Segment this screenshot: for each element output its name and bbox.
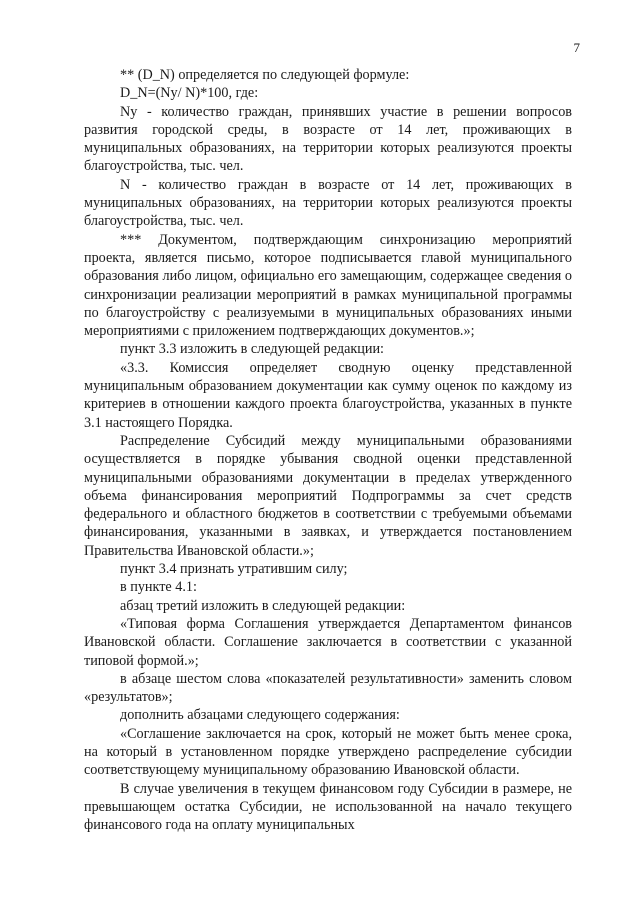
paragraph-clause-4-1: в пункте 4.1: <box>120 579 197 596</box>
paragraph-clause-3-3: «3.3. Комиссия определяет сводную оценку представленной муниципальным образованием документации как сумму оценок по каждому из критериев в отношении каждого проекта благоустройства, указанных в пункте 3.1 настоящего Порядка. <box>84 359 572 431</box>
paragraph-ny-definition: Ny - количество граждан, принявших участие в решении вопросов развития городской среды, в возрасте от 14 лет, проживающих в муниципальных образованиях, на территории которых реализуются проекты благоустройства, тыс. чел. <box>84 103 572 175</box>
paragraph-subsidy-distribution: Распределение Субсидий между муниципальными образованиями осуществляется в порядке убывания сводной оценки представленной муниципальными образованиями документации в пределах утвержденного объема финансирования мероприятий Подпрограммы за счет средств федерального и областного бюджетов в соответствии с требуемыми объемами финансирования, указанными в заявках, и утверждается постановлением Правительства Ивановской области.»; <box>84 432 572 559</box>
paragraph-agreement-form: «Типовая форма Соглашения утверждается Департаментом финансов Ивановской области. Соглашение заключается в соответствии с указанной типовой формой.»; <box>84 615 572 669</box>
page-number: 7 <box>573 40 580 55</box>
paragraph-n-definition: N - количество граждан в возрасте от 14 лет, проживающих в муниципальных образованиях, на территории которых реализуются проекты благоустройства, тыс. чел. <box>84 176 572 230</box>
paragraph-subsidy-increase: В случае увеличения в текущем финансовом году Субсидии в размере, не превышающем остатка Субсидии, не использованной на начало текущего финансового года на оплату муниципальных <box>84 780 572 834</box>
paragraph-add-abzacs: дополнить абзацами следующего содержания: <box>120 707 400 724</box>
paragraph-agreement-term: «Соглашение заключается на срок, который не может быть менее срока, на который в установленном порядке утверждено распределение субсидии соответствующему муниципальному образованию Ивановской области. <box>84 725 572 779</box>
paragraph-sixth-abzac: в абзаце шестом слова «показателей результативности» заменить словом «результатов»; <box>84 670 572 706</box>
paragraph-footnote-dn: ** (D_N) определяется по следующей формуле: <box>120 67 410 83</box>
document-body <box>84 66 572 834</box>
paragraph-formula: D_N=(Ny/ N)*100, где: <box>120 85 259 102</box>
paragraph-synchronization-document: *** Документом, подтверждающим синхронизацию мероприятий проекта, является письмо, которое подписывается главой муниципального образования либо лицом, официально его замещающим, содержащее сведения о синхронизации реализации мероприятий в рамках муниципальной программы по благоустройству с реализуемыми в муниципальных образованиях иными мероприятиями с приложением подтверждающих документов.»; <box>84 231 572 340</box>
paragraph-clause-3-4: пункт 3.4 признать утратившим силу; <box>120 561 348 578</box>
paragraph-clause-3-3-intro: пункт 3.3 изложить в следующей редакции: <box>120 341 384 358</box>
paragraph-third-abzac: абзац третий изложить в следующей редакции: <box>120 597 406 614</box>
